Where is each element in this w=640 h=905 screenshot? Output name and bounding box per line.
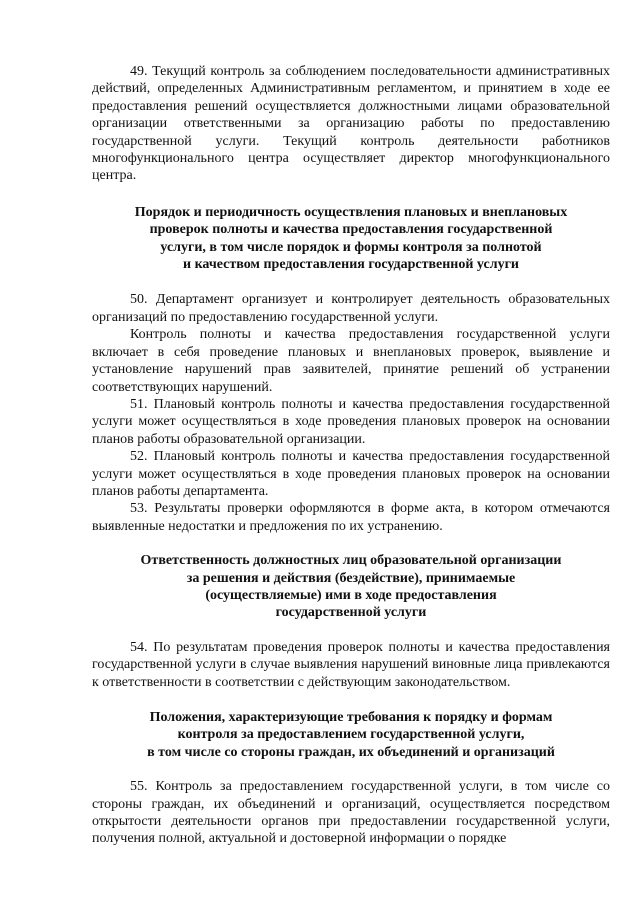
- document-page: [92, 63, 610, 848]
- heading-line: и качеством предоставления государственной услуги: [183, 257, 519, 273]
- section-heading-public-control: [92, 709, 610, 761]
- paragraph-50-continued: Контроль полноты и качества предоставления государственной услуги включает в себя проведение плановых и внеплановых проверок, выявление и установление нарушений прав заявителей, принятие решений об устранении соответствующих нарушений.: [92, 327, 610, 395]
- paragraph-51: 51. Плановый контроль полноты и качества предоставления государственной услуги может осуществляться в ходе проведения плановых проверок на основании планов работы образовательной организации.: [92, 396, 610, 447]
- heading-line: в том числе со стороны граждан, их объединений и организаций: [147, 744, 555, 760]
- paragraph-54: 54. По результатам проведения проверок полноты и качества предоставления государственной услуги в случае выявления нарушений виновные лица привлекаются к ответственности в соответствии с действующим законодательством.: [92, 639, 610, 690]
- heading-line: проверок полноты и качества предоставления государственной: [149, 222, 553, 238]
- heading-line: государственной услуги: [275, 605, 427, 621]
- paragraph-55: 55. Контроль за предоставлением государственной услуги, в том числе со стороны граждан, их объединений и организаций, осуществляется посредством открытости деятельности органов при предоставлении государственной услуги, получения полной, актуальной и достоверной информации о порядке: [92, 779, 610, 847]
- section-heading-responsibility: [92, 552, 610, 622]
- paragraph-50: 50. Департамент организует и контролирует деятельность образовательных организаций по предоставлению государственной услуги.: [92, 292, 610, 325]
- heading-line: Положения, характеризующие требования к порядку и формам: [149, 710, 553, 725]
- heading-line: контроля за предоставлением государственной услуги,: [177, 727, 525, 743]
- heading-line: за решения и действия (бездействие), принимаемые: [186, 570, 516, 586]
- paragraph-52: 52. Плановый контроль полноты и качества предоставления государственной услуги может осуществляться в ходе проведения плановых проверок на основании планов работы департамента.: [92, 449, 610, 499]
- paragraph-53: 53. Результаты проверки оформляются в форме акта, в котором отмечаются выявленные недостатки и предложения по их устранению.: [92, 501, 610, 534]
- heading-line: услуги, в том числе порядок и формы контроля за полнотой: [160, 239, 542, 255]
- heading-line: Ответственность должностных лиц образовательной организации: [140, 553, 562, 569]
- section-heading-inspections: [92, 204, 610, 274]
- heading-line: (осуществляемые) ими в ходе предоставления: [205, 587, 497, 603]
- heading-line: Порядок и периодичность осуществления плановых и внеплановых: [134, 204, 568, 220]
- paragraph-49: 49. Текущий контроль за соблюдением последовательности административных действий, определенных Административным регламентом, и принятием в ходе ее предоставления решений осуществляется должностными лицами образовательной организации ответственными за организацию работы по предоставлению государственной услуги. Текущий контроль деятельности работников многофункционального центра осуществляет директор многофункционального центра.: [92, 64, 610, 184]
